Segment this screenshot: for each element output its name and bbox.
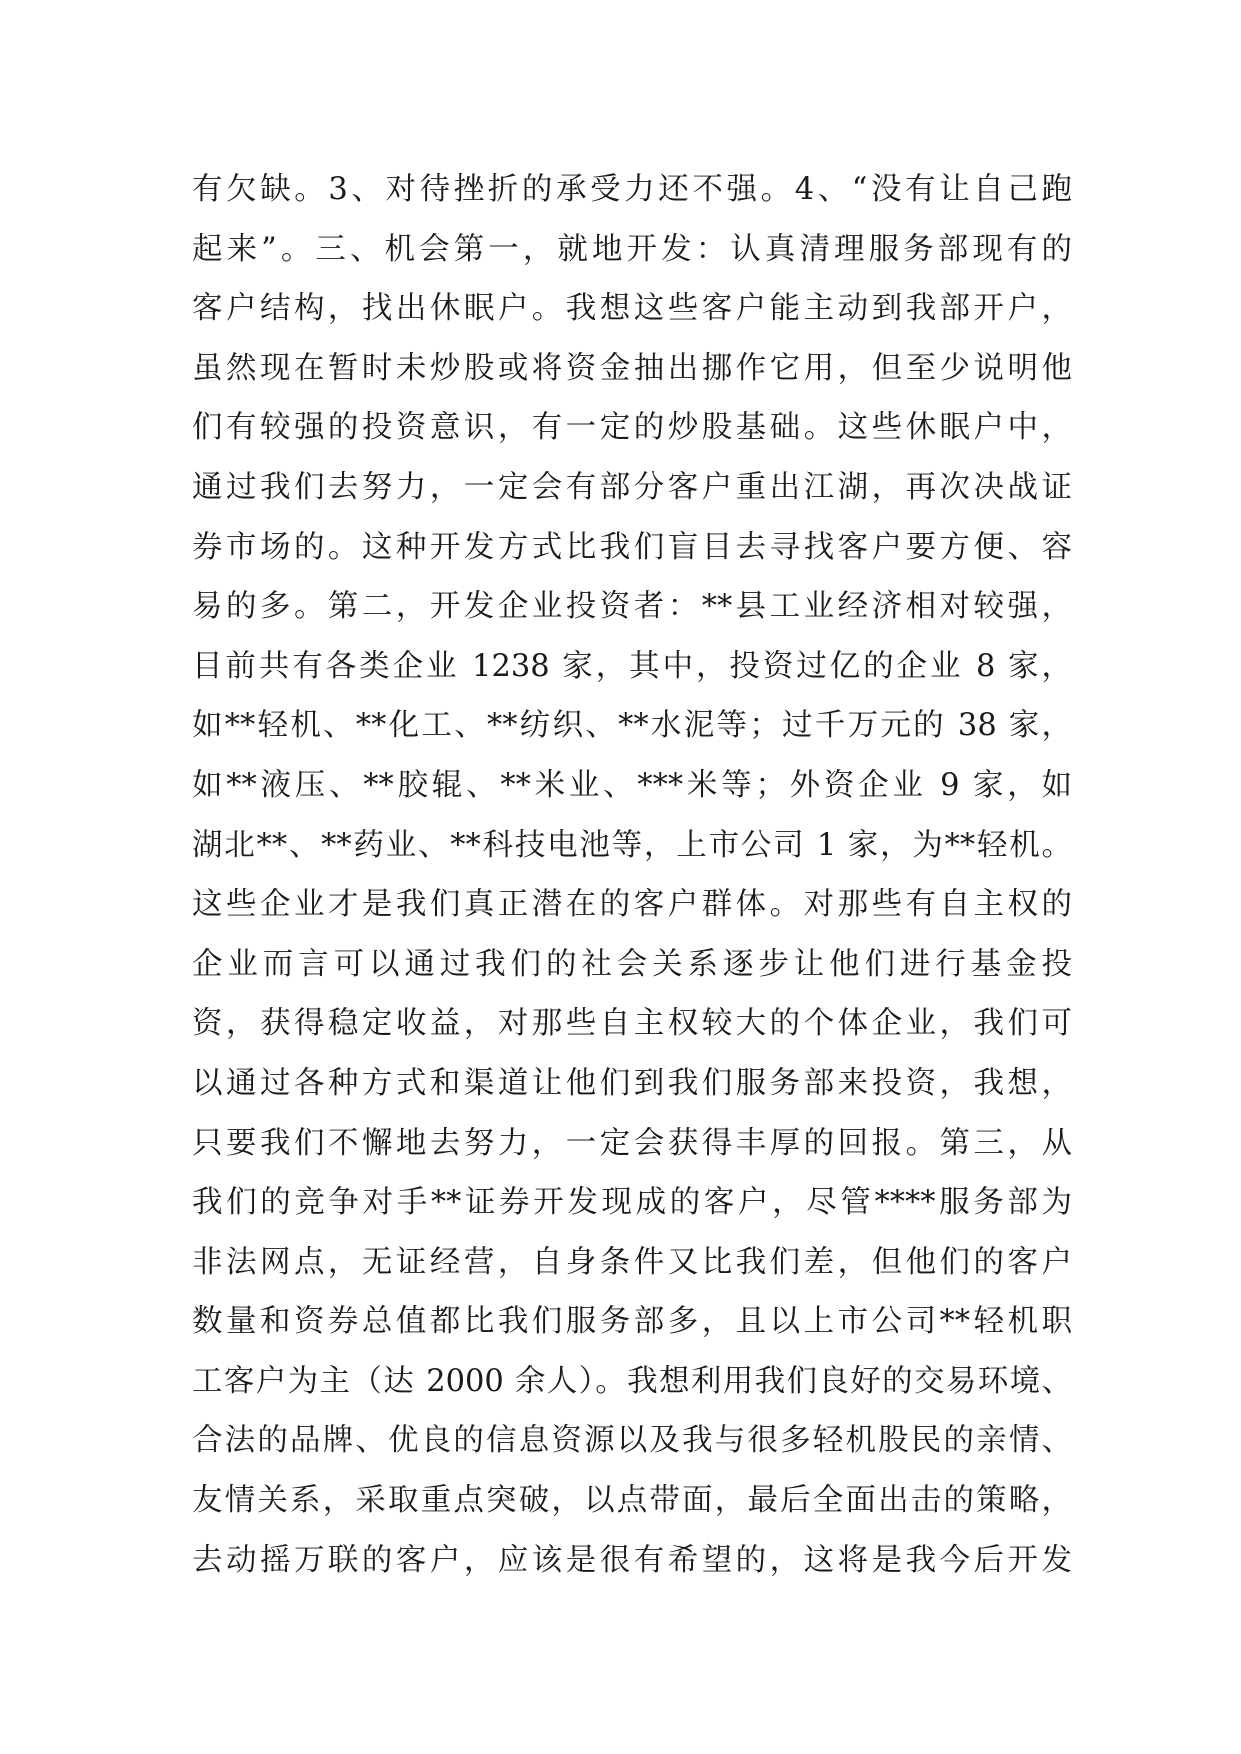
text-line-1: 有欠缺。3、对待挫折的承受力还不强。4、“没有让自己跑 [192,172,1072,207]
text-line-13: 这些企业才是我们真正潜在的客户群体。对那些有自主权的 [192,887,1072,923]
text-line-8: 易的多。第二，开发企业投资者：**县工业经济相对较强， [192,589,1072,625]
text-line-20: 数量和资券总值都比我们服务部多，且以上市公司**轻机职 [192,1304,1072,1340]
text-line-11: 如**液压、**胶辊、**米业、***米等；外资企业 9 家，如 [192,767,1072,803]
body-text [192,160,1072,1590]
text-line-9: 目前共有各类企业 1238 家，其中，投资过亿的企业 8 家， [192,648,1072,684]
text-line-6: 通过我们去努力，一定会有部分客户重出江湖，再次决战证 [192,469,1072,505]
text-line-16: 以通过各种方式和渠道让他们到我们服务部来投资，我想， [192,1065,1072,1101]
text-line-12: 湖北**、**药业、**科技电池等，上市公司 1 家，为**轻机。 [192,827,1072,863]
text-line-24: 去动摇万联的客户，应该是很有希望的，这将是我今后开发 [192,1542,1072,1578]
text-line-5: 们有较强的投资意识，有一定的炒股基础。这些休眠户中， [192,410,1072,446]
text-line-7: 券市场的。这种开发方式比我们盲目去寻找客户要方便、容 [192,529,1072,565]
text-line-3: 客户结构，找出休眠户。我想这些客户能主动到我部开户， [192,291,1072,327]
text-line-4: 虽然现在暂时未炒股或将资金抽出挪作它用，但至少说明他 [192,350,1072,386]
text-line-22: 合法的品牌、优良的信息资源以及我与很多轻机股民的亲情、 [192,1423,1072,1459]
text-line-14: 企业而言可以通过我们的社会关系逐步让他们进行基金投 [192,946,1072,982]
text-line-17: 只要我们不懈地去努力，一定会获得丰厚的回报。第三，从 [192,1125,1072,1161]
text-line-15: 资，获得稳定收益，对那些自主权较大的个体企业，我们可 [192,1006,1072,1042]
text-line-21: 工客户为主（达 2000 余人）。我想利用我们良好的交易环境、 [192,1363,1072,1399]
text-line-18: 我们的竞争对手**证券开发现成的客户，尽管****服务部为 [192,1185,1072,1221]
text-line-19: 非法网点，无证经营，自身条件又比我们差，但他们的客户 [192,1244,1072,1280]
text-line-2: 起来”。三、机会第一，就地开发：认真清理服务部现有的 [192,231,1072,267]
text-line-23: 友情关系，采取重点突破，以点带面，最后全面出击的策略， [192,1483,1072,1519]
text-line-10: 如**轻机、**化工、**纺织、**水泥等；过千万元的 38 家， [192,708,1072,744]
